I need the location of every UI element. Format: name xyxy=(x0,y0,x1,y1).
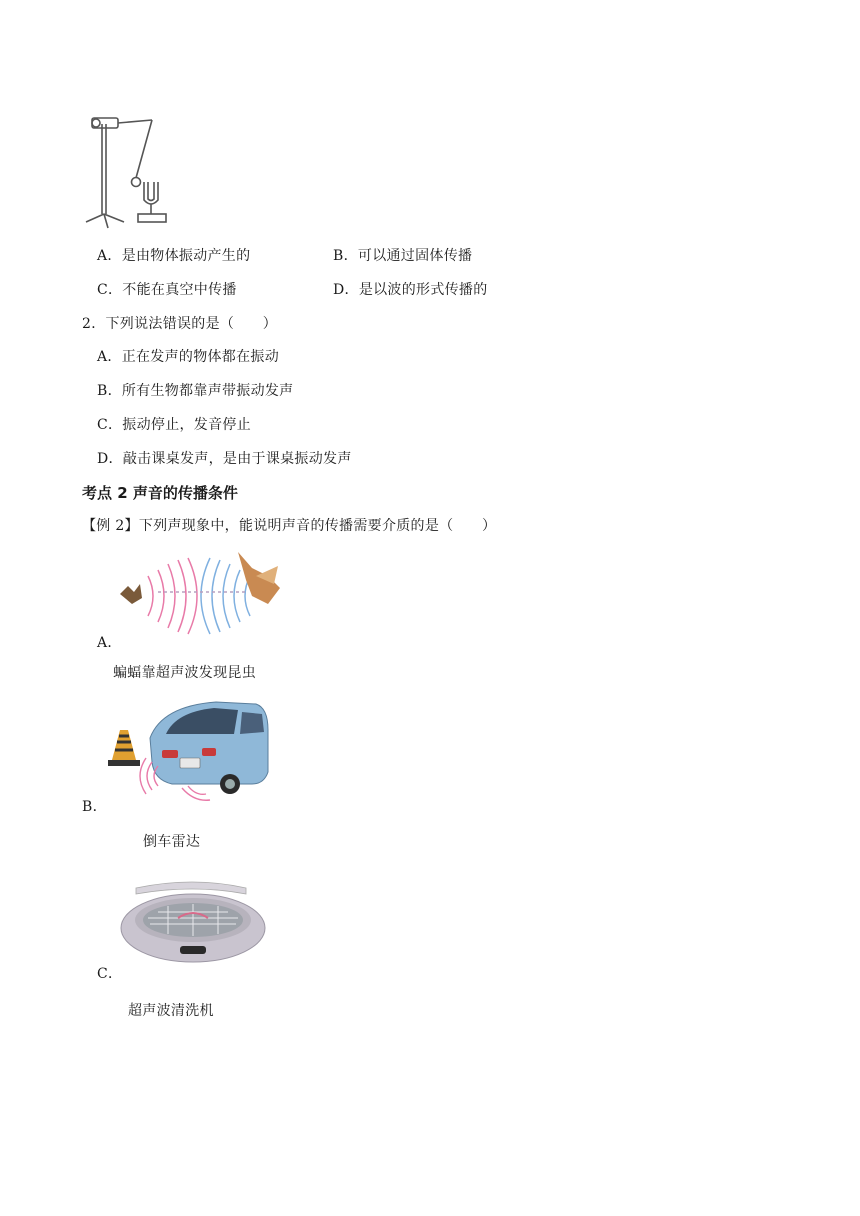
example2-option-a-caption: 蝙蝠靠超声波发现昆虫 xyxy=(113,665,256,681)
tuning-fork-pendulum-figure xyxy=(80,110,180,232)
q1-option-a: A．是由物体振动产生的 xyxy=(97,248,251,264)
example2-option-c-caption: 超声波清洗机 xyxy=(128,1003,214,1019)
q2-option-c: C．振动停止，发音停止 xyxy=(97,417,252,433)
example2-option-b-image xyxy=(106,700,270,806)
q2-stem: 2．下列说法错误的是（ ） xyxy=(82,316,278,332)
section-title: 考点 2 声音的传播条件 xyxy=(82,484,238,502)
q1-option-b: B．可以通过固体传播 xyxy=(333,248,473,264)
ultrasonic-cleaner-icon xyxy=(118,878,268,970)
example2-option-c-image xyxy=(118,878,268,970)
example2-stem: 【例 2】下列声现象中，能说明声音的传播需要介质的是（ ） xyxy=(82,518,497,534)
q1-option-c: C．不能在真空中传播 xyxy=(97,282,237,298)
example2-option-c-letter: C． xyxy=(97,966,123,982)
example2-option-a-image xyxy=(118,546,284,642)
bat-ultrasound-icon xyxy=(118,546,284,642)
q1-option-d: D．是以波的形式传播的 xyxy=(333,282,488,298)
tuning-fork-pendulum-icon xyxy=(80,110,180,232)
car-parking-radar-icon xyxy=(106,700,270,806)
q2-option-b: B．所有生物都靠声带振动发声 xyxy=(97,383,294,399)
q2-option-d: D．敲击课桌发声，是由于课桌振动发声 xyxy=(97,451,352,467)
example2-option-b-caption: 倒车雷达 xyxy=(143,834,201,850)
q2-option-a: A．正在发声的物体都在振动 xyxy=(97,349,280,365)
example2-option-a-letter: A． xyxy=(97,635,122,651)
example2-option-b-letter: B． xyxy=(82,799,107,815)
